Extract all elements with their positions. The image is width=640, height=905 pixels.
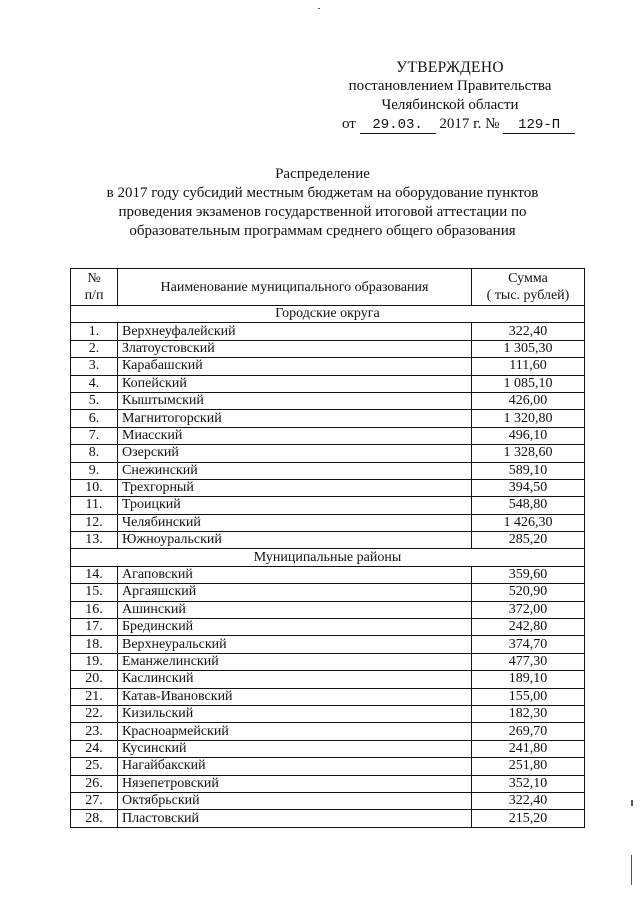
row-number: 17. [71, 619, 118, 636]
table-row [71, 392, 585, 409]
row-sum: 394,50 [472, 479, 585, 496]
approval-date: 29.03. [360, 117, 436, 134]
approval-line-2: Челябинской области [381, 97, 519, 113]
table-row [71, 340, 585, 357]
table-row [71, 323, 585, 340]
table-row [71, 636, 585, 653]
heading-line-4: образовательным программам среднего общего образования [129, 223, 516, 239]
heading-line-3: проведения экзаменов государственной итоговой аттестации по [118, 204, 527, 220]
table-row [71, 723, 585, 740]
row-number: 9. [71, 462, 118, 479]
row-municipality: Еманжелинский [118, 653, 472, 670]
section-title: Муниципальные районы [71, 549, 585, 566]
scan-speck [631, 800, 633, 806]
row-municipality: Красноармейский [118, 723, 472, 740]
table-row [71, 497, 585, 514]
table-row [71, 375, 585, 392]
row-municipality: Аргаяшский [118, 584, 472, 601]
approval-stamp [320, 58, 580, 134]
row-municipality: Агаповский [118, 566, 472, 583]
row-municipality: Озерский [118, 445, 472, 462]
table-row [71, 619, 585, 636]
row-sum: 285,20 [472, 532, 585, 549]
row-sum: 1 320,80 [472, 410, 585, 427]
row-sum: 548,80 [472, 497, 585, 514]
header-number-line-2: п/п [84, 288, 104, 303]
row-sum: 496,10 [472, 427, 585, 444]
row-number: 8. [71, 445, 118, 462]
row-municipality: Верхнеуральский [118, 636, 472, 653]
table-row [71, 479, 585, 496]
table-row [71, 532, 585, 549]
row-sum: 111,60 [472, 358, 585, 375]
row-number: 18. [71, 636, 118, 653]
row-sum: 359,60 [472, 566, 585, 583]
table-row [71, 810, 585, 827]
table-row [71, 740, 585, 757]
row-sum: 251,80 [472, 758, 585, 775]
row-number: 22. [71, 705, 118, 722]
row-municipality: Октябрьский [118, 792, 472, 809]
row-number: 12. [71, 514, 118, 531]
table-row [71, 358, 585, 375]
row-municipality: Кусинский [118, 740, 472, 757]
row-number: 20. [71, 671, 118, 688]
row-municipality: Брединский [118, 619, 472, 636]
row-sum: 182,30 [472, 705, 585, 722]
table-row [71, 653, 585, 670]
table-row [71, 775, 585, 792]
row-number: 1. [71, 323, 118, 340]
row-sum: 189,10 [472, 671, 585, 688]
table-row [71, 705, 585, 722]
row-number: 21. [71, 688, 118, 705]
row-number: 28. [71, 810, 118, 827]
row-municipality: Карабашский [118, 358, 472, 375]
approval-title: УТВЕРЖДЕНО [396, 59, 504, 76]
row-municipality: Южноуральский [118, 532, 472, 549]
table-row [71, 462, 585, 479]
row-municipality: Трехгорный [118, 479, 472, 496]
row-number: 19. [71, 653, 118, 670]
row-municipality: Магнитогорский [118, 410, 472, 427]
row-number: 3. [71, 358, 118, 375]
row-municipality: Верхнеуфалейский [118, 323, 472, 340]
row-number: 2. [71, 340, 118, 357]
table-header-row [71, 269, 585, 306]
row-municipality: Кизильский [118, 705, 472, 722]
row-municipality: Каслинский [118, 671, 472, 688]
row-number: 24. [71, 740, 118, 757]
row-number: 27. [71, 792, 118, 809]
row-municipality: Катав-Ивановский [118, 688, 472, 705]
heading-line-1: Распределение [275, 166, 370, 182]
row-sum: 215,20 [472, 810, 585, 827]
header-sum-line-2: ( тыс. рублей) [486, 288, 570, 303]
row-number: 15. [71, 584, 118, 601]
table-row [71, 514, 585, 531]
row-number: 11. [71, 497, 118, 514]
table-row [71, 688, 585, 705]
row-municipality: Кыштымский [118, 392, 472, 409]
section-title: Городские округа [71, 306, 585, 323]
from-label: от [342, 116, 356, 132]
section-row-municipal-districts [71, 549, 585, 566]
table-row [71, 584, 585, 601]
row-number: 4. [71, 375, 118, 392]
heading-line-2: в 2017 году субсидий местным бюджетам на оборудование пунктов [106, 185, 539, 201]
row-sum: 322,40 [472, 792, 585, 809]
row-municipality: Пластовский [118, 810, 472, 827]
approval-date-line [320, 115, 580, 134]
row-number: 10. [71, 479, 118, 496]
table-row [71, 410, 585, 427]
row-sum: 269,70 [472, 723, 585, 740]
row-municipality: Троицкий [118, 497, 472, 514]
row-number: 14. [71, 566, 118, 583]
row-sum: 372,00 [472, 601, 585, 618]
row-number: 13. [71, 532, 118, 549]
scan-speck [631, 855, 632, 885]
table-row [71, 427, 585, 444]
section-row-urban-districts [71, 306, 585, 323]
row-sum: 589,10 [472, 462, 585, 479]
row-sum: 1 426,30 [472, 514, 585, 531]
row-sum: 1 305,30 [472, 340, 585, 357]
table-row [71, 792, 585, 809]
row-sum: 426,00 [472, 392, 585, 409]
approval-number: 129-П [503, 117, 575, 134]
row-number: 7. [71, 427, 118, 444]
row-number: 26. [71, 775, 118, 792]
row-municipality: Нязепетровский [118, 775, 472, 792]
document-heading [70, 165, 575, 241]
approval-line-1: постановлением Правительства [348, 78, 552, 94]
row-municipality: Снежинский [118, 462, 472, 479]
header-sum-line-1: Сумма [508, 271, 548, 286]
row-sum: 1 085,10 [472, 375, 585, 392]
table-row [71, 671, 585, 688]
row-sum: 242,80 [472, 619, 585, 636]
row-sum: 520,90 [472, 584, 585, 601]
header-sum [472, 269, 585, 306]
row-sum: 155,00 [472, 688, 585, 705]
row-sum: 1 328,60 [472, 445, 585, 462]
row-number: 16. [71, 601, 118, 618]
row-municipality: Ашинский [118, 601, 472, 618]
table-row [71, 445, 585, 462]
header-name: Наименование муниципального образования [118, 269, 472, 306]
header-number-line-1: № [87, 271, 101, 286]
header-number [71, 269, 118, 306]
row-municipality: Копейский [118, 375, 472, 392]
year-number-label: 2017 г. № [439, 116, 500, 132]
row-sum: 477,30 [472, 653, 585, 670]
table-row [71, 566, 585, 583]
row-municipality: Нагайбакский [118, 758, 472, 775]
row-municipality: Златоустовский [118, 340, 472, 357]
table-row [71, 758, 585, 775]
row-number: 25. [71, 758, 118, 775]
row-sum: 241,80 [472, 740, 585, 757]
row-number: 6. [71, 410, 118, 427]
scan-speck [318, 8, 320, 9]
row-sum: 322,40 [472, 323, 585, 340]
distribution-table [70, 268, 585, 828]
row-sum: 352,10 [472, 775, 585, 792]
row-municipality: Миасский [118, 427, 472, 444]
table-row [71, 601, 585, 618]
row-number: 23. [71, 723, 118, 740]
row-municipality: Челябинский [118, 514, 472, 531]
row-number: 5. [71, 392, 118, 409]
row-sum: 374,70 [472, 636, 585, 653]
